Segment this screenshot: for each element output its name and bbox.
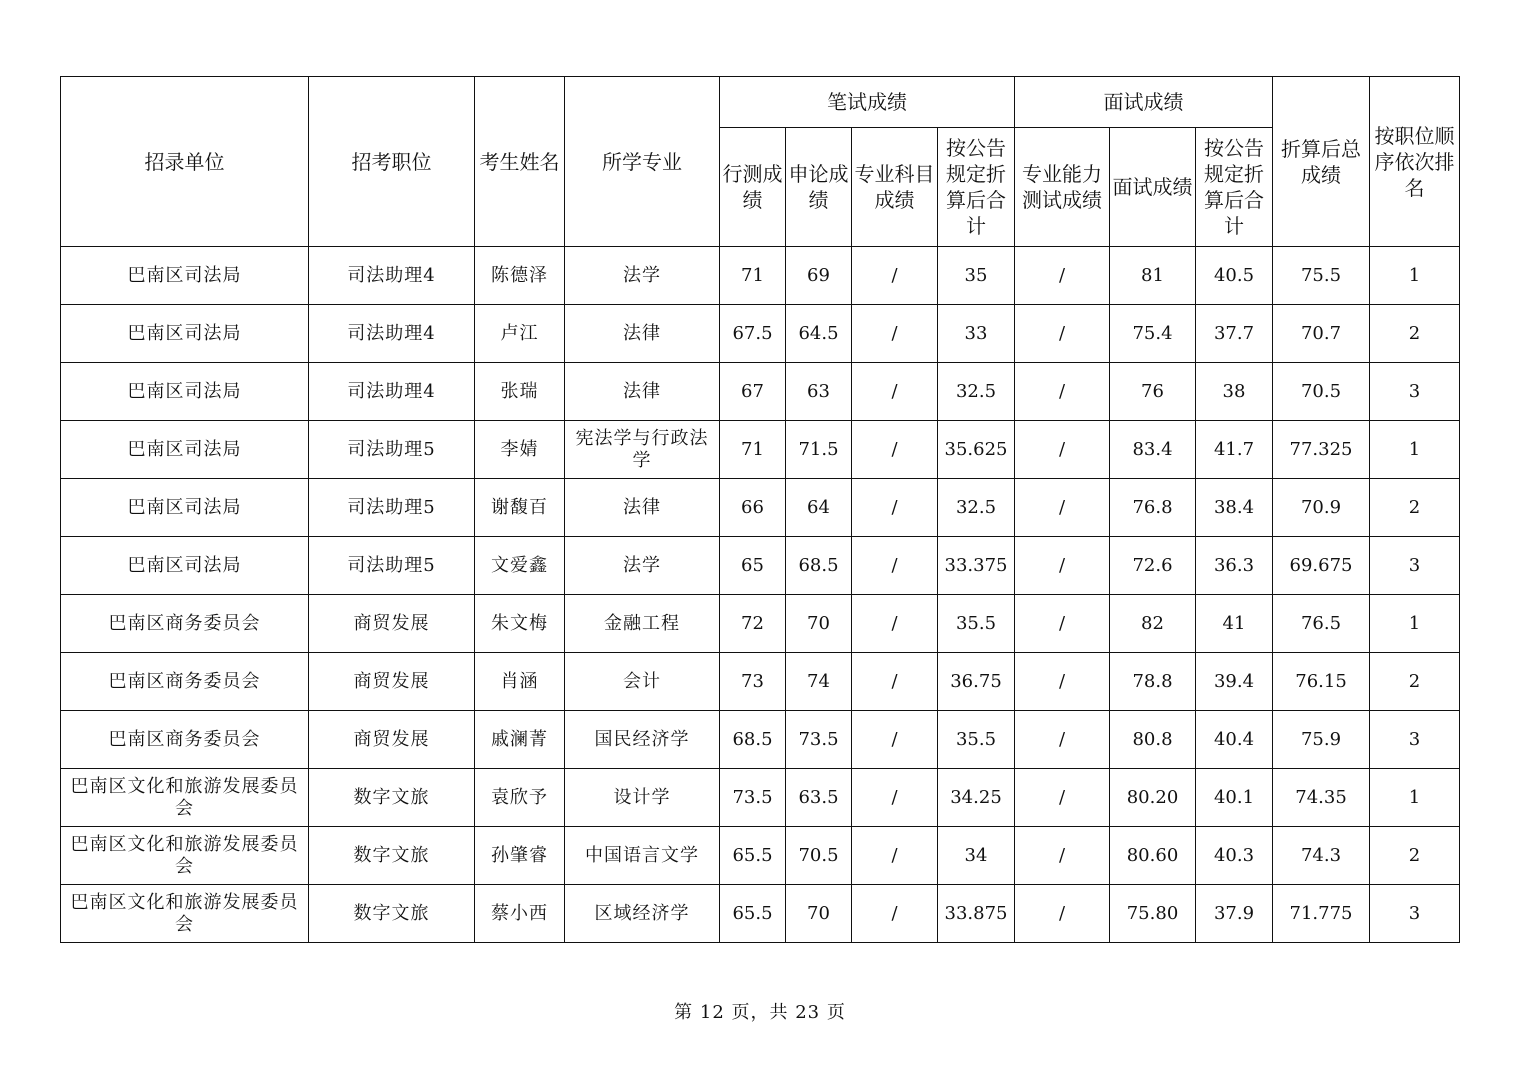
page-footer: 第 12 页，共 23 页 <box>674 1002 846 1023</box>
cell-position: 司法助理4 <box>309 247 475 305</box>
cell-rank: 2 <box>1370 827 1460 885</box>
cell-written-total: 33.875 <box>938 885 1015 943</box>
cell-final: 75.5 <box>1273 247 1370 305</box>
cell-final: 71.775 <box>1273 885 1370 943</box>
cell-final: 74.3 <box>1273 827 1370 885</box>
cell-final: 70.5 <box>1273 363 1370 421</box>
cell-shenlun: 63 <box>786 363 852 421</box>
cell-unit: 巴南区司法局 <box>61 247 309 305</box>
cell-position: 司法助理4 <box>309 305 475 363</box>
cell-written-total: 32.5 <box>938 363 1015 421</box>
header-rank: 按职位顺序依次排名 <box>1370 77 1460 247</box>
table-row <box>61 421 1460 479</box>
cell-rank: 1 <box>1370 421 1460 479</box>
cell-interview: 82 <box>1110 595 1196 653</box>
cell-interview-total: 38 <box>1196 363 1273 421</box>
cell-rank: 1 <box>1370 247 1460 305</box>
cell-major: 法律 <box>565 479 720 537</box>
cell-major: 会计 <box>565 653 720 711</box>
cell-interview-total: 36.3 <box>1196 537 1273 595</box>
cell-subject: / <box>852 421 938 479</box>
cell-name: 朱文梅 <box>475 595 565 653</box>
cell-unit: 巴南区文化和旅游发展委员会 <box>61 885 309 943</box>
cell-major: 法律 <box>565 305 720 363</box>
cell-final: 74.35 <box>1273 769 1370 827</box>
cell-ability: / <box>1015 305 1110 363</box>
cell-final: 77.325 <box>1273 421 1370 479</box>
cell-interview: 78.8 <box>1110 653 1196 711</box>
header-written-total: 按公告规定折算后合计 <box>938 128 1015 247</box>
table-row <box>61 827 1460 885</box>
cell-interview: 76 <box>1110 363 1196 421</box>
cell-position: 司法助理5 <box>309 537 475 595</box>
cell-name: 卢江 <box>475 305 565 363</box>
cell-xingce: 71 <box>720 247 786 305</box>
cell-written-total: 34.25 <box>938 769 1015 827</box>
cell-final: 76.5 <box>1273 595 1370 653</box>
cell-name: 孙肇睿 <box>475 827 565 885</box>
cell-final: 75.9 <box>1273 711 1370 769</box>
cell-ability: / <box>1015 769 1110 827</box>
cell-xingce: 73 <box>720 653 786 711</box>
table-row <box>61 769 1460 827</box>
cell-name: 袁欣予 <box>475 769 565 827</box>
cell-shenlun: 68.5 <box>786 537 852 595</box>
header-position: 招考职位 <box>309 77 475 247</box>
table-row <box>61 885 1460 943</box>
cell-major: 区域经济学 <box>565 885 720 943</box>
cell-unit: 巴南区司法局 <box>61 363 309 421</box>
cell-unit: 巴南区司法局 <box>61 479 309 537</box>
cell-xingce: 73.5 <box>720 769 786 827</box>
cell-interview: 76.8 <box>1110 479 1196 537</box>
cell-subject: / <box>852 711 938 769</box>
cell-major: 设计学 <box>565 769 720 827</box>
header-ability: 专业能力测试成绩 <box>1015 128 1110 247</box>
cell-subject: / <box>852 885 938 943</box>
cell-major: 法学 <box>565 247 720 305</box>
cell-shenlun: 64 <box>786 479 852 537</box>
cell-final: 76.15 <box>1273 653 1370 711</box>
cell-interview: 80.8 <box>1110 711 1196 769</box>
cell-ability: / <box>1015 247 1110 305</box>
table-row <box>61 595 1460 653</box>
cell-rank: 1 <box>1370 595 1460 653</box>
cell-position: 商贸发展 <box>309 595 475 653</box>
cell-interview-total: 40.3 <box>1196 827 1273 885</box>
cell-interview-total: 40.1 <box>1196 769 1273 827</box>
header-major: 所学专业 <box>565 77 720 247</box>
cell-major: 国民经济学 <box>565 711 720 769</box>
cell-shenlun: 70.5 <box>786 827 852 885</box>
table-row <box>61 653 1460 711</box>
cell-unit: 巴南区商务委员会 <box>61 595 309 653</box>
cell-written-total: 33.375 <box>938 537 1015 595</box>
cell-unit: 巴南区商务委员会 <box>61 653 309 711</box>
header-name: 考生姓名 <box>475 77 565 247</box>
table-row <box>61 537 1460 595</box>
cell-major: 金融工程 <box>565 595 720 653</box>
cell-written-total: 32.5 <box>938 479 1015 537</box>
cell-shenlun: 69 <box>786 247 852 305</box>
cell-major: 法学 <box>565 537 720 595</box>
cell-position: 数字文旅 <box>309 827 475 885</box>
cell-written-total: 36.75 <box>938 653 1015 711</box>
cell-interview-total: 37.7 <box>1196 305 1273 363</box>
cell-interview: 80.20 <box>1110 769 1196 827</box>
cell-ability: / <box>1015 885 1110 943</box>
cell-interview: 75.4 <box>1110 305 1196 363</box>
cell-rank: 2 <box>1370 653 1460 711</box>
header-interview-group: 面试成绩 <box>1015 77 1273 128</box>
cell-subject: / <box>852 305 938 363</box>
cell-interview-total: 37.9 <box>1196 885 1273 943</box>
cell-xingce: 67 <box>720 363 786 421</box>
cell-shenlun: 63.5 <box>786 769 852 827</box>
cell-subject: / <box>852 653 938 711</box>
cell-ability: / <box>1015 363 1110 421</box>
cell-written-total: 35.5 <box>938 711 1015 769</box>
table-row <box>61 711 1460 769</box>
cell-shenlun: 73.5 <box>786 711 852 769</box>
cell-shenlun: 70 <box>786 885 852 943</box>
cell-interview-total: 39.4 <box>1196 653 1273 711</box>
score-table <box>60 76 1460 943</box>
cell-unit: 巴南区文化和旅游发展委员会 <box>61 769 309 827</box>
header-interview-total: 按公告规定折算后合计 <box>1196 128 1273 247</box>
cell-shenlun: 71.5 <box>786 421 852 479</box>
cell-name: 蔡小西 <box>475 885 565 943</box>
cell-unit: 巴南区司法局 <box>61 305 309 363</box>
cell-subject: / <box>852 827 938 885</box>
cell-shenlun: 70 <box>786 595 852 653</box>
cell-subject: / <box>852 537 938 595</box>
cell-rank: 3 <box>1370 363 1460 421</box>
cell-subject: / <box>852 247 938 305</box>
cell-name: 陈德泽 <box>475 247 565 305</box>
cell-position: 商贸发展 <box>309 711 475 769</box>
cell-major: 中国语言文学 <box>565 827 720 885</box>
cell-position: 司法助理4 <box>309 363 475 421</box>
cell-subject: / <box>852 595 938 653</box>
cell-ability: / <box>1015 827 1110 885</box>
cell-unit: 巴南区司法局 <box>61 421 309 479</box>
cell-xingce: 65.5 <box>720 885 786 943</box>
cell-position: 商贸发展 <box>309 653 475 711</box>
cell-ability: / <box>1015 711 1110 769</box>
cell-written-total: 35 <box>938 247 1015 305</box>
cell-position: 数字文旅 <box>309 885 475 943</box>
cell-written-total: 34 <box>938 827 1015 885</box>
cell-interview-total: 40.4 <box>1196 711 1273 769</box>
cell-rank: 3 <box>1370 711 1460 769</box>
header-interview: 面试成绩 <box>1110 128 1196 247</box>
cell-name: 戚澜菁 <box>475 711 565 769</box>
cell-name: 李婧 <box>475 421 565 479</box>
cell-xingce: 65.5 <box>720 827 786 885</box>
cell-xingce: 67.5 <box>720 305 786 363</box>
cell-interview: 80.60 <box>1110 827 1196 885</box>
cell-name: 文爱鑫 <box>475 537 565 595</box>
cell-interview-total: 41.7 <box>1196 421 1273 479</box>
cell-interview: 81 <box>1110 247 1196 305</box>
cell-position: 数字文旅 <box>309 769 475 827</box>
cell-name: 张瑞 <box>475 363 565 421</box>
cell-ability: / <box>1015 537 1110 595</box>
cell-ability: / <box>1015 421 1110 479</box>
cell-interview-total: 40.5 <box>1196 247 1273 305</box>
cell-name: 谢馥百 <box>475 479 565 537</box>
cell-xingce: 65 <box>720 537 786 595</box>
cell-unit: 巴南区文化和旅游发展委员会 <box>61 827 309 885</box>
header-subject: 专业科目成绩 <box>852 128 938 247</box>
cell-rank: 1 <box>1370 769 1460 827</box>
cell-final: 69.675 <box>1273 537 1370 595</box>
cell-written-total: 33 <box>938 305 1015 363</box>
cell-subject: / <box>852 769 938 827</box>
table-row <box>61 247 1460 305</box>
cell-subject: / <box>852 363 938 421</box>
cell-written-total: 35.5 <box>938 595 1015 653</box>
cell-unit: 巴南区商务委员会 <box>61 711 309 769</box>
cell-shenlun: 64.5 <box>786 305 852 363</box>
cell-final: 70.9 <box>1273 479 1370 537</box>
cell-name: 肖涵 <box>475 653 565 711</box>
cell-major: 宪法学与行政法学 <box>565 421 720 479</box>
cell-rank: 2 <box>1370 305 1460 363</box>
cell-xingce: 71 <box>720 421 786 479</box>
cell-interview: 75.80 <box>1110 885 1196 943</box>
cell-xingce: 72 <box>720 595 786 653</box>
table-row <box>61 479 1460 537</box>
cell-rank: 2 <box>1370 479 1460 537</box>
cell-final: 70.7 <box>1273 305 1370 363</box>
cell-position: 司法助理5 <box>309 479 475 537</box>
cell-rank: 3 <box>1370 885 1460 943</box>
table-row <box>61 363 1460 421</box>
header-shenlun: 申论成绩 <box>786 128 852 247</box>
cell-unit: 巴南区司法局 <box>61 537 309 595</box>
header-final: 折算后总成绩 <box>1273 77 1370 247</box>
cell-written-total: 35.625 <box>938 421 1015 479</box>
cell-shenlun: 74 <box>786 653 852 711</box>
cell-interview: 83.4 <box>1110 421 1196 479</box>
cell-xingce: 66 <box>720 479 786 537</box>
cell-interview-total: 38.4 <box>1196 479 1273 537</box>
cell-ability: / <box>1015 595 1110 653</box>
cell-subject: / <box>852 479 938 537</box>
header-unit: 招录单位 <box>61 77 309 247</box>
cell-position: 司法助理5 <box>309 421 475 479</box>
cell-interview: 72.6 <box>1110 537 1196 595</box>
cell-interview-total: 41 <box>1196 595 1273 653</box>
header-xingce: 行测成绩 <box>720 128 786 247</box>
header-written-group: 笔试成绩 <box>720 77 1015 128</box>
cell-major: 法律 <box>565 363 720 421</box>
cell-ability: / <box>1015 653 1110 711</box>
cell-rank: 3 <box>1370 537 1460 595</box>
cell-xingce: 68.5 <box>720 711 786 769</box>
table-row <box>61 305 1460 363</box>
cell-ability: / <box>1015 479 1110 537</box>
